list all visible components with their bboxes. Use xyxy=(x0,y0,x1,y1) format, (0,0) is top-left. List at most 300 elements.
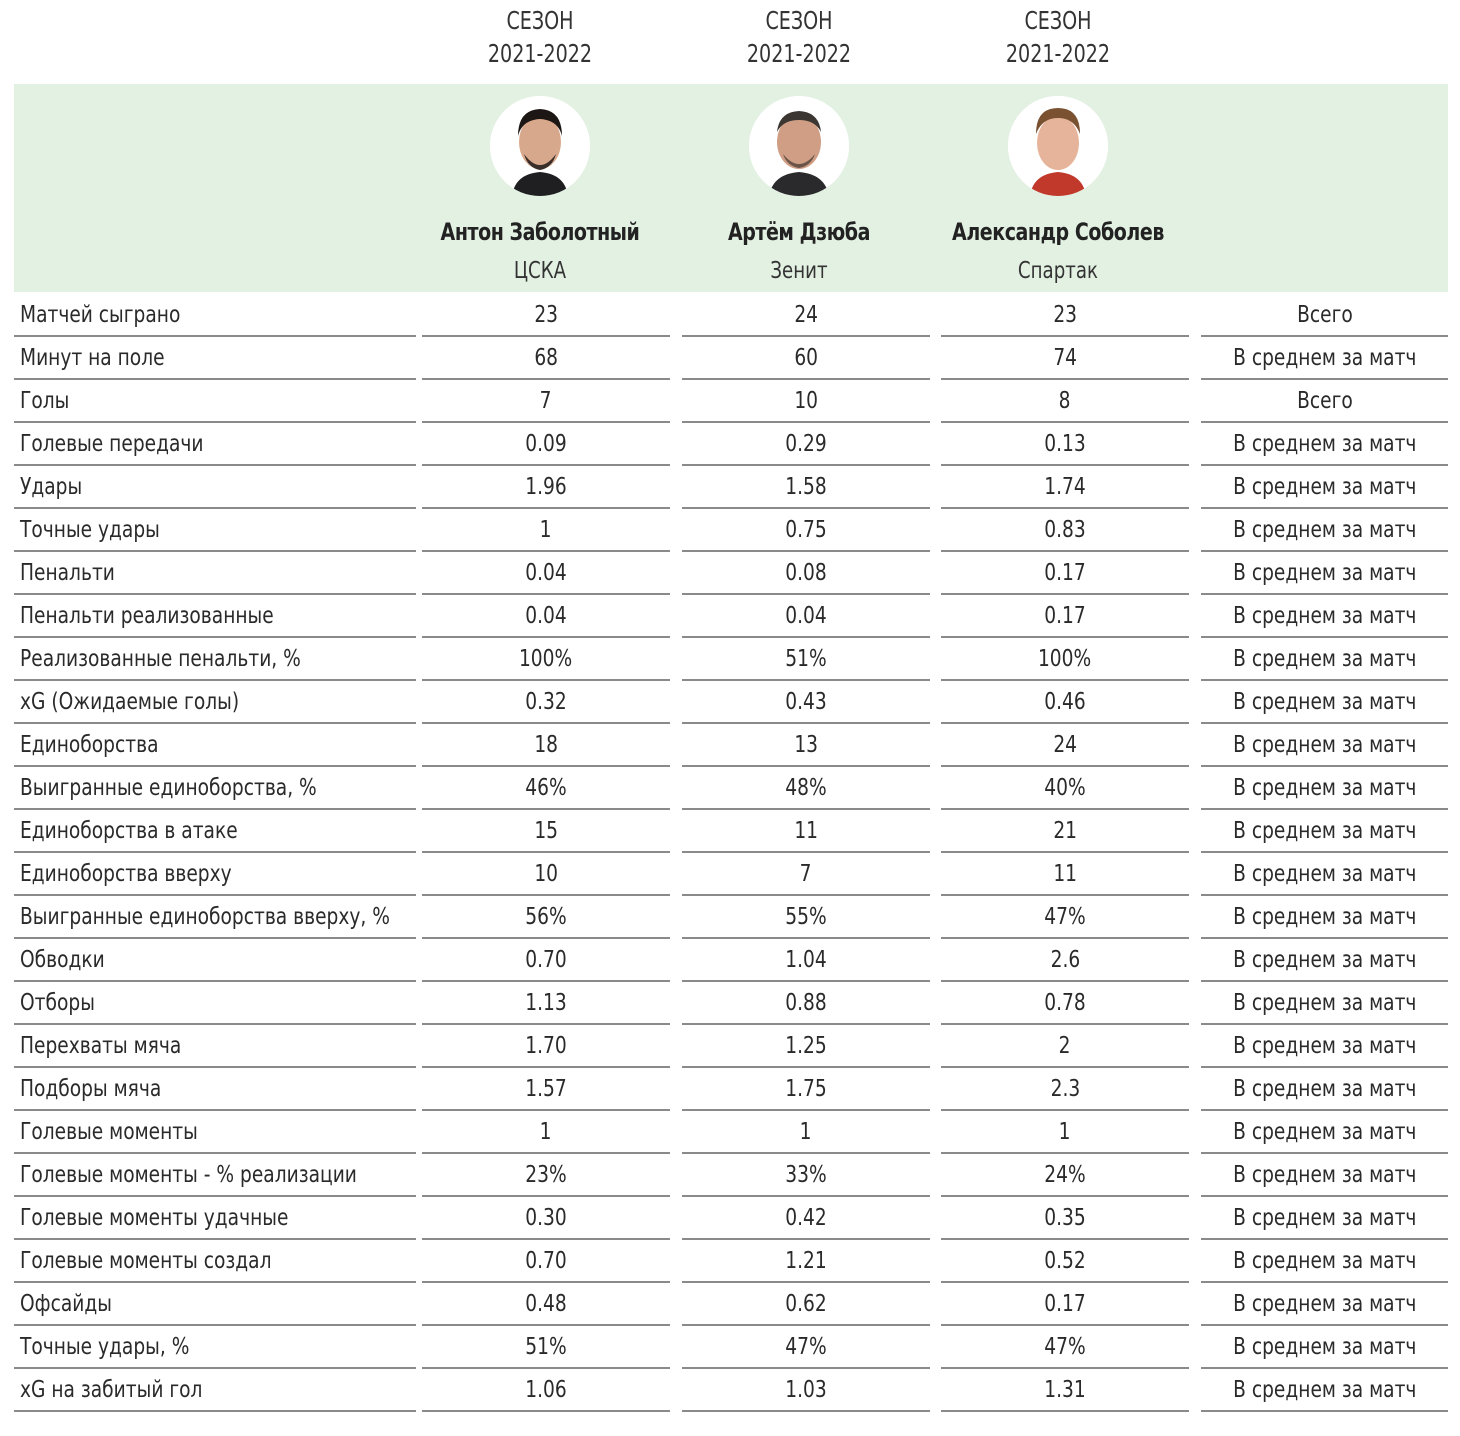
stat-label-cell xyxy=(14,1069,416,1111)
stat-label-cell xyxy=(14,295,416,337)
table-row xyxy=(14,682,1448,725)
stat-value-player-3-cell xyxy=(941,1327,1189,1369)
stat-value-player-1-cell xyxy=(422,897,670,939)
stat-note-cell xyxy=(1201,1370,1448,1412)
stat-label-cell xyxy=(14,1241,416,1283)
stat-value-player-2-cell xyxy=(682,596,930,638)
table-row xyxy=(14,381,1448,424)
stat-value-player-3: 11 xyxy=(1053,861,1077,887)
player-club: Зенит xyxy=(770,258,828,284)
stat-value-player-1-cell xyxy=(422,424,670,466)
stat-value-player-1: 0.70 xyxy=(525,947,567,973)
stat-label: Единоборства вверху xyxy=(20,861,232,887)
stat-value-player-2: 0.88 xyxy=(785,990,827,1016)
stat-note: В среднем за матч xyxy=(1232,1076,1417,1102)
stat-value-player-3-cell xyxy=(941,1198,1189,1240)
stat-value-player-2-cell xyxy=(682,1327,930,1369)
stat-label-cell xyxy=(14,725,416,767)
stat-value-player-1-cell xyxy=(422,854,670,896)
stat-note-cell xyxy=(1201,1327,1448,1369)
stat-value-player-2-cell xyxy=(682,467,930,509)
players-header xyxy=(14,84,1448,292)
stat-note-cell xyxy=(1201,1284,1448,1326)
stat-value-player-1-cell xyxy=(422,1241,670,1283)
stat-label-cell xyxy=(14,854,416,896)
stat-value-player-1-cell xyxy=(422,1327,670,1369)
stat-value-player-2-cell xyxy=(682,553,930,595)
stat-value-player-3-cell xyxy=(941,725,1189,767)
stat-note: В среднем за матч xyxy=(1232,904,1417,930)
stat-note-cell xyxy=(1201,725,1448,767)
stat-label-cell xyxy=(14,768,416,810)
table-row xyxy=(14,639,1448,682)
stat-note: В среднем за матч xyxy=(1232,732,1417,758)
stat-label: Голевые моменты xyxy=(20,1119,198,1145)
stat-value-player-2: 47% xyxy=(785,1334,827,1360)
stat-value-player-1-cell xyxy=(422,553,670,595)
stat-value-player-1: 51% xyxy=(525,1334,567,1360)
stat-note-cell xyxy=(1201,940,1448,982)
stat-value-player-1-cell xyxy=(422,1284,670,1326)
stat-label: Единоборства в атаке xyxy=(20,818,238,844)
stat-label: xG (Ожидаемые голы) xyxy=(20,689,240,715)
stat-value-player-2: 60 xyxy=(794,345,818,371)
stat-value-player-1-cell xyxy=(422,295,670,337)
stat-value-player-1: 23% xyxy=(525,1162,567,1188)
stat-value-player-2: 51% xyxy=(785,646,827,672)
stat-value-player-3-cell xyxy=(941,510,1189,552)
stat-value-player-3: 47% xyxy=(1044,904,1086,930)
stat-note: Всего xyxy=(1296,302,1353,328)
stat-label: Матчей сыграно xyxy=(20,302,181,328)
stat-value-player-2: 0.43 xyxy=(785,689,827,715)
stat-note: В среднем за матч xyxy=(1232,1291,1417,1317)
stat-value-player-2: 1.58 xyxy=(785,474,827,500)
stat-note-cell xyxy=(1201,338,1448,380)
player-photo xyxy=(749,96,849,196)
stat-value-player-2: 7 xyxy=(800,861,812,887)
stat-value-player-2-cell xyxy=(682,510,930,552)
stat-value-player-1: 1.96 xyxy=(525,474,567,500)
stat-note: В среднем за матч xyxy=(1232,646,1417,672)
player-name: Артём Дзюба xyxy=(727,218,871,246)
stat-value-player-1-cell xyxy=(422,983,670,1025)
stat-note: В среднем за матч xyxy=(1232,560,1417,586)
stat-value-player-2-cell xyxy=(682,811,930,853)
stat-value-player-2-cell xyxy=(682,940,930,982)
stat-value-player-3: 47% xyxy=(1044,1334,1086,1360)
player-club: Спартак xyxy=(1017,258,1099,284)
table-row xyxy=(14,1241,1448,1284)
stat-value-player-3: 0.35 xyxy=(1044,1205,1086,1231)
stat-value-player-1-cell xyxy=(422,1069,670,1111)
stat-value-player-2: 48% xyxy=(785,775,827,801)
stat-value-player-3: 1.31 xyxy=(1044,1377,1086,1403)
stat-label-cell xyxy=(14,1198,416,1240)
stat-value-player-2: 1.04 xyxy=(785,947,827,973)
stat-value-player-3: 1 xyxy=(1059,1119,1071,1145)
table-row xyxy=(14,1327,1448,1370)
stat-label: Удары xyxy=(20,474,83,500)
stat-value-player-1: 15 xyxy=(534,818,558,844)
table-row xyxy=(14,338,1448,381)
stat-value-player-1-cell xyxy=(422,381,670,423)
stat-label-cell xyxy=(14,381,416,423)
stat-value-player-1: 46% xyxy=(525,775,567,801)
stat-value-player-1-cell xyxy=(422,1155,670,1197)
stat-value-player-3-cell xyxy=(941,295,1189,337)
table-row xyxy=(14,1370,1448,1413)
stat-label: Точные удары, % xyxy=(20,1334,190,1360)
stat-value-player-3: 0.78 xyxy=(1044,990,1086,1016)
stat-value-player-1-cell xyxy=(422,510,670,552)
stat-value-player-1-cell xyxy=(422,1370,670,1412)
table-row xyxy=(14,1069,1448,1112)
stat-value-player-2-cell xyxy=(682,639,930,681)
season-header xyxy=(0,0,1460,82)
stat-value-player-3: 23 xyxy=(1053,302,1077,328)
stat-label-cell xyxy=(14,1026,416,1068)
stat-value-player-2-cell xyxy=(682,424,930,466)
stat-value-player-1: 1.57 xyxy=(525,1076,567,1102)
stat-value-player-3: 0.52 xyxy=(1044,1248,1086,1274)
player-photo xyxy=(1008,96,1108,196)
player-card-1 xyxy=(410,84,670,284)
stat-label-cell xyxy=(14,811,416,853)
stat-value-player-1-cell xyxy=(422,1026,670,1068)
stat-note-cell xyxy=(1201,639,1448,681)
table-row xyxy=(14,768,1448,811)
person-icon xyxy=(490,96,590,196)
stat-note-cell xyxy=(1201,983,1448,1025)
stat-label-cell xyxy=(14,510,416,552)
stat-note-cell xyxy=(1201,553,1448,595)
stat-value-player-2-cell xyxy=(682,897,930,939)
table-row xyxy=(14,596,1448,639)
stat-note: Всего xyxy=(1296,388,1353,414)
stat-label-cell xyxy=(14,1327,416,1369)
stat-value-player-1: 10 xyxy=(534,861,558,887)
stat-value-player-1-cell xyxy=(422,1198,670,1240)
stat-note: В среднем за матч xyxy=(1232,990,1417,1016)
table-row xyxy=(14,467,1448,510)
table-row xyxy=(14,854,1448,897)
season-years: 2021-2022 xyxy=(487,39,593,68)
season-label-3 xyxy=(973,4,1143,70)
person-icon xyxy=(749,96,849,196)
stat-note: В среднем за матч xyxy=(1232,1205,1417,1231)
stat-note: В среднем за матч xyxy=(1232,775,1417,801)
stat-label: Голевые передачи xyxy=(20,431,204,457)
stat-value-player-3-cell xyxy=(941,1284,1189,1326)
stat-value-player-3-cell xyxy=(941,596,1189,638)
stat-label-cell xyxy=(14,1112,416,1154)
table-row xyxy=(14,811,1448,854)
stat-value-player-3-cell xyxy=(941,467,1189,509)
stat-value-player-2-cell xyxy=(682,725,930,767)
table-row xyxy=(14,1112,1448,1155)
table-row xyxy=(14,940,1448,983)
stat-value-player-3: 0.83 xyxy=(1044,517,1086,543)
stat-value-player-1-cell xyxy=(422,940,670,982)
stat-value-player-2-cell xyxy=(682,338,930,380)
stat-note-cell xyxy=(1201,854,1448,896)
stat-note-cell xyxy=(1201,596,1448,638)
stat-value-player-3-cell xyxy=(941,338,1189,380)
stat-note: В среднем за матч xyxy=(1232,1248,1417,1274)
stat-note: В среднем за матч xyxy=(1232,431,1417,457)
stat-note-cell xyxy=(1201,897,1448,939)
stat-value-player-1-cell xyxy=(422,338,670,380)
stat-value-player-2-cell xyxy=(682,1026,930,1068)
stat-label: Минут на поле xyxy=(20,345,165,371)
stat-label: Реализованные пенальти, % xyxy=(20,646,301,672)
stat-value-player-1: 1 xyxy=(540,517,552,543)
stat-label-cell xyxy=(14,1284,416,1326)
stat-value-player-1: 23 xyxy=(534,302,558,328)
season-word: СЕЗОН xyxy=(506,6,574,35)
stat-note: В среднем за матч xyxy=(1232,818,1417,844)
stat-value-player-2-cell xyxy=(682,682,930,724)
player-card-2 xyxy=(669,84,929,284)
stat-value-player-2: 1 xyxy=(800,1119,812,1145)
stat-label: Отборы xyxy=(20,990,95,1016)
stat-value-player-3-cell xyxy=(941,1069,1189,1111)
stat-value-player-1: 0.32 xyxy=(525,689,567,715)
season-label-2 xyxy=(714,4,884,70)
stat-value-player-1: 56% xyxy=(525,904,567,930)
stat-value-player-2-cell xyxy=(682,1155,930,1197)
stat-value-player-3-cell xyxy=(941,768,1189,810)
player-photo xyxy=(490,96,590,196)
stat-label-cell xyxy=(14,553,416,595)
stat-value-player-3: 0.13 xyxy=(1044,431,1086,457)
stat-value-player-3-cell xyxy=(941,1155,1189,1197)
stat-note: В среднем за матч xyxy=(1232,1033,1417,1059)
stat-note: В среднем за матч xyxy=(1232,1162,1417,1188)
stat-value-player-1: 1.13 xyxy=(525,990,567,1016)
stat-label-cell xyxy=(14,424,416,466)
stat-value-player-2-cell xyxy=(682,1370,930,1412)
stat-note: В среднем за матч xyxy=(1232,1334,1417,1360)
stat-value-player-2: 11 xyxy=(794,818,818,844)
stat-value-player-2: 0.29 xyxy=(785,431,827,457)
stat-label-cell xyxy=(14,897,416,939)
stat-value-player-2: 0.42 xyxy=(785,1205,827,1231)
stat-label-cell xyxy=(14,940,416,982)
stat-value-player-3: 1.74 xyxy=(1044,474,1086,500)
stat-value-player-3: 100% xyxy=(1038,646,1092,672)
stat-note-cell xyxy=(1201,295,1448,337)
stat-value-player-2-cell xyxy=(682,1284,930,1326)
stat-value-player-3-cell xyxy=(941,1112,1189,1154)
stat-note-cell xyxy=(1201,1198,1448,1240)
stat-value-player-3-cell xyxy=(941,682,1189,724)
stat-label: Голевые моменты - % реализации xyxy=(20,1162,357,1188)
stat-note-cell xyxy=(1201,768,1448,810)
stat-note: В среднем за матч xyxy=(1232,603,1417,629)
stat-value-player-3-cell xyxy=(941,424,1189,466)
stat-label: Пенальти реализованные xyxy=(20,603,274,629)
stat-note-cell xyxy=(1201,1112,1448,1154)
stat-note-cell xyxy=(1201,1241,1448,1283)
stat-label-cell xyxy=(14,1370,416,1412)
stat-value-player-2: 1.03 xyxy=(785,1377,827,1403)
stat-value-player-1: 0.04 xyxy=(525,603,567,629)
stat-label: Голевые моменты удачные xyxy=(20,1205,289,1231)
stat-value-player-3: 8 xyxy=(1059,388,1071,414)
stat-value-player-2-cell xyxy=(682,295,930,337)
stat-label-cell xyxy=(14,639,416,681)
stat-value-player-1-cell xyxy=(422,682,670,724)
stat-note-cell xyxy=(1201,467,1448,509)
stat-note: В среднем за матч xyxy=(1232,861,1417,887)
stat-note-cell xyxy=(1201,424,1448,466)
stat-value-player-1: 0.09 xyxy=(525,431,567,457)
stat-value-player-1: 0.04 xyxy=(525,560,567,586)
stat-note: В среднем за матч xyxy=(1232,474,1417,500)
stat-value-player-3-cell xyxy=(941,983,1189,1025)
player-name: Антон Заболотный xyxy=(440,218,640,246)
stat-value-player-3-cell xyxy=(941,1241,1189,1283)
stat-label: Выигранные единоборства, % xyxy=(20,775,317,801)
stat-value-player-1: 1 xyxy=(540,1119,552,1145)
stat-label: Пенальти xyxy=(20,560,115,586)
stat-value-player-2-cell xyxy=(682,854,930,896)
stat-value-player-3: 21 xyxy=(1053,818,1077,844)
stat-value-player-2: 1.25 xyxy=(785,1033,827,1059)
stat-value-player-3-cell xyxy=(941,381,1189,423)
stat-value-player-2-cell xyxy=(682,1241,930,1283)
stat-value-player-2-cell xyxy=(682,983,930,1025)
stat-label: Выигранные единоборства вверху, % xyxy=(20,904,390,930)
table-row xyxy=(14,1284,1448,1327)
season-word: СЕЗОН xyxy=(1024,6,1092,35)
stat-label: xG на забитый гол xyxy=(20,1377,203,1403)
player-card-3 xyxy=(928,84,1188,284)
stat-note-cell xyxy=(1201,682,1448,724)
stat-value-player-1: 0.30 xyxy=(525,1205,567,1231)
person-icon xyxy=(1008,96,1108,196)
stat-value-player-3-cell xyxy=(941,811,1189,853)
table-row xyxy=(14,424,1448,467)
stat-value-player-1: 7 xyxy=(540,388,552,414)
stat-value-player-2-cell xyxy=(682,381,930,423)
stat-note: В среднем за матч xyxy=(1232,1377,1417,1403)
stat-value-player-1: 100% xyxy=(519,646,573,672)
stat-value-player-3: 74 xyxy=(1053,345,1077,371)
stat-note: В среднем за матч xyxy=(1232,1119,1417,1145)
stat-value-player-3-cell xyxy=(941,1370,1189,1412)
stat-value-player-3: 0.17 xyxy=(1044,603,1086,629)
player-name: Александр Соболев xyxy=(952,218,1164,246)
stat-value-player-3-cell xyxy=(941,553,1189,595)
stat-label-cell xyxy=(14,1155,416,1197)
stat-value-player-2-cell xyxy=(682,1198,930,1240)
stat-note-cell xyxy=(1201,381,1448,423)
stat-value-player-2: 55% xyxy=(785,904,827,930)
player-club: ЦСКА xyxy=(513,258,567,284)
stat-value-player-2: 0.08 xyxy=(785,560,827,586)
stat-value-player-3: 24% xyxy=(1044,1162,1086,1188)
stat-note-cell xyxy=(1201,1155,1448,1197)
stat-value-player-3: 0.17 xyxy=(1044,1291,1086,1317)
stat-note: В среднем за матч xyxy=(1232,947,1417,973)
stat-value-player-1-cell xyxy=(422,768,670,810)
stat-note-cell xyxy=(1201,510,1448,552)
stat-label-cell xyxy=(14,467,416,509)
stat-value-player-2-cell xyxy=(682,768,930,810)
stat-note: В среднем за матч xyxy=(1232,689,1417,715)
season-years: 2021-2022 xyxy=(1005,39,1111,68)
stat-value-player-2: 0.62 xyxy=(785,1291,827,1317)
table-row xyxy=(14,1198,1448,1241)
stat-value-player-2: 33% xyxy=(785,1162,827,1188)
stat-value-player-1: 1.06 xyxy=(525,1377,567,1403)
stat-value-player-1-cell xyxy=(422,1112,670,1154)
stat-note-cell xyxy=(1201,1026,1448,1068)
stat-label: Точные удары xyxy=(20,517,160,543)
table-row xyxy=(14,983,1448,1026)
stat-label: Обводки xyxy=(20,947,105,973)
stat-note: В среднем за матч xyxy=(1232,345,1417,371)
stat-value-player-3-cell xyxy=(941,897,1189,939)
season-label-1 xyxy=(455,4,625,70)
stat-label: Единоборства xyxy=(20,732,159,758)
stat-value-player-2: 24 xyxy=(794,302,818,328)
table-row xyxy=(14,1026,1448,1069)
stats-table xyxy=(14,295,1448,1413)
stat-value-player-2: 10 xyxy=(794,388,818,414)
stat-value-player-1: 0.48 xyxy=(525,1291,567,1317)
stat-value-player-3-cell xyxy=(941,1026,1189,1068)
stat-value-player-2: 1.21 xyxy=(785,1248,827,1274)
table-row xyxy=(14,295,1448,338)
stat-value-player-1: 68 xyxy=(534,345,558,371)
stat-label: Голевые моменты создал xyxy=(20,1248,272,1274)
stat-value-player-3-cell xyxy=(941,940,1189,982)
stat-label-cell xyxy=(14,596,416,638)
stat-value-player-1: 1.70 xyxy=(525,1033,567,1059)
season-word: СЕЗОН xyxy=(765,6,833,35)
stat-value-player-2-cell xyxy=(682,1112,930,1154)
stat-value-player-3-cell xyxy=(941,854,1189,896)
stat-note-cell xyxy=(1201,811,1448,853)
stat-value-player-1-cell xyxy=(422,639,670,681)
stat-value-player-1-cell xyxy=(422,725,670,767)
stat-label: Голы xyxy=(20,388,70,414)
stat-label: Перехваты мяча xyxy=(20,1033,182,1059)
stat-label-cell xyxy=(14,983,416,1025)
stat-value-player-1: 18 xyxy=(534,732,558,758)
stat-value-player-2: 1.75 xyxy=(785,1076,827,1102)
stat-value-player-1-cell xyxy=(422,467,670,509)
stat-value-player-2: 0.04 xyxy=(785,603,827,629)
stat-label-cell xyxy=(14,338,416,380)
season-years: 2021-2022 xyxy=(746,39,852,68)
table-row xyxy=(14,897,1448,940)
stat-value-player-3-cell xyxy=(941,639,1189,681)
stat-label: Офсайды xyxy=(20,1291,112,1317)
stat-value-player-3: 0.17 xyxy=(1044,560,1086,586)
stat-value-player-3: 40% xyxy=(1044,775,1086,801)
table-row xyxy=(14,1155,1448,1198)
table-row xyxy=(14,553,1448,596)
stat-value-player-2: 0.75 xyxy=(785,517,827,543)
stat-value-player-1-cell xyxy=(422,811,670,853)
stat-value-player-2-cell xyxy=(682,1069,930,1111)
table-row xyxy=(14,510,1448,553)
